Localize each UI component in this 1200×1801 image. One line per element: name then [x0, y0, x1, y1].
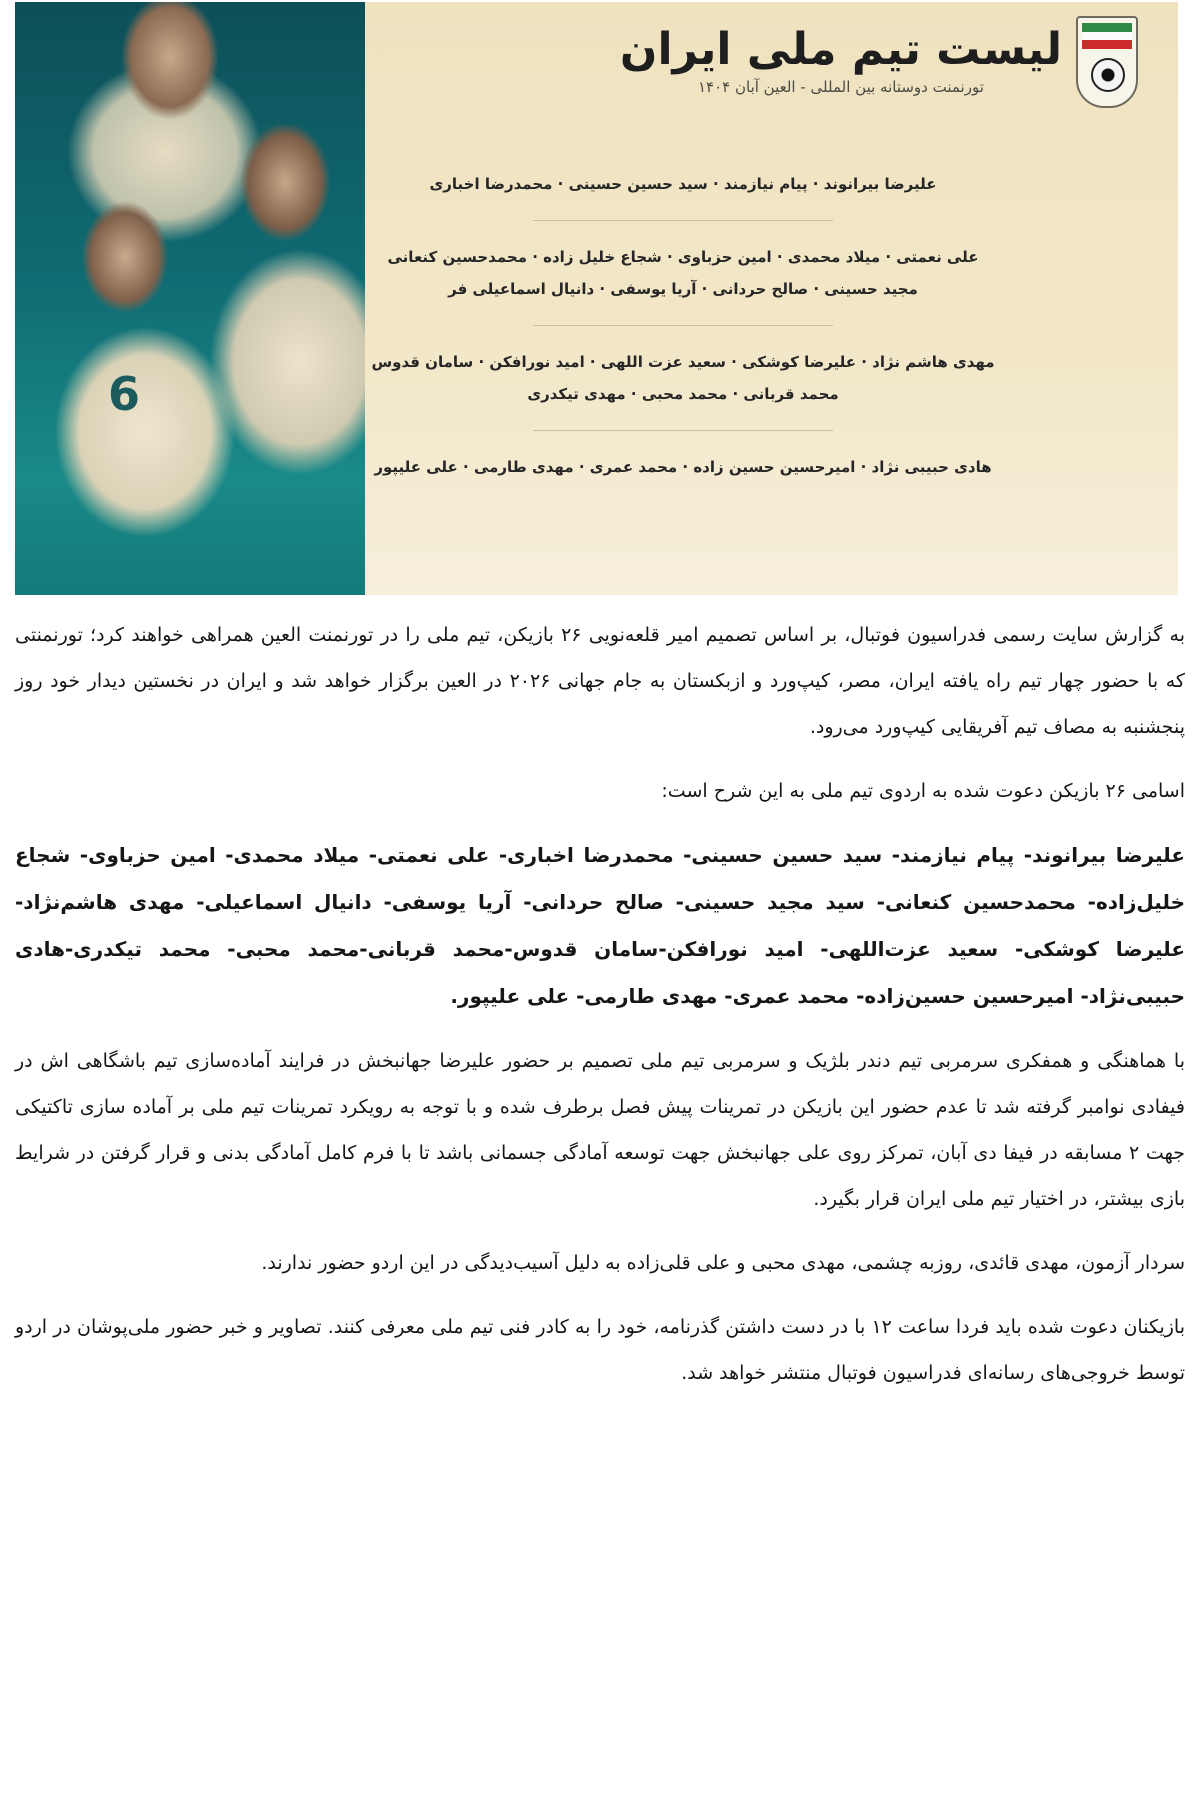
- poster-header: [620, 16, 1138, 108]
- paragraph-report-time: بازیکنان دعوت شده باید فردا ساعت ۱۲ با در دست داشتن گذرنامه، خود را به کادر فنی تیم ملی معرفی کنند. تصاویر و خبر حضور ملی‌پوشان در اردو توسط خروجی‌های رسانه‌ای فدراسیون فوتبال منتشر خواهد شد.: [15, 1316, 1185, 1384]
- paragraph-jahanbakhsh: با هماهنگی و همفکری سرمربی تیم دندر بلژیک و سرمربی تیم ملی تصمیم بر حضور علیرضا جهانبخش در فرایند آماده‌سازی تیم باشگاهی اش در فیفادی نوامبر گرفته شد تا عدم حضور این بازیکن در تمرینات پیش فصل برطرف شده و با توجه به رویکرد تمرینات تیم ملی بر آماده سازی تاکتیکی جهت ۲ مسابقه در فیفا دی آبان، تمرکز روی علی جهانبخش جهت توسعه آمادگی جسمانی باشد تا با فرم کامل آمادگی بدنی و قرار گرفتن در شرایط بازی بیشتر، در اختیار تیم ملی ایران قرار بگیرد.: [15, 1050, 1185, 1210]
- jersey-number: 6: [108, 367, 141, 421]
- roster-line: هادی حبیبی نژاد · امیرحسین حسین زاده · محمد عمری · مهدی طارمی · علی علیپور: [374, 458, 992, 476]
- poster-subtitle: تورنمنت دوستانه بین المللی - العین آبان ۱۴۰۴: [697, 78, 984, 96]
- paragraph-player-list: علیرضا بیرانوند- پیام نیازمند- سید حسین حسینی- محمدرضا اخباری- علی نعمتی- میلاد محمدی- امین حزباوی- شجاع خلیل‌زاده- محمدحسین کنعانی- سید مجید حسینی- صالح حردانی- آریا یوسفی- دانیال اسماعیلی- مهدی هاشم‌نژاد- علیرضا کوشکی- سعید عزت‌اللهی- امید نورافکن-سامان قدوس-محمد قربانی-محمد محبی- محمد تیکدری-هادی حبیبی‌نژاد- امیرحسین حسین‌زاده- محمد عمری- مهدی طارمی- علی علیپور.: [15, 843, 1185, 1008]
- players-photo: [15, 2, 365, 595]
- paragraph-intro: به گزارش سایت رسمی فدراسیون فوتبال، بر اساس تصمیم امیر قلعه‌نویی ۲۶ بازیکن، تیم ملی را در تورنمنت العین همراهی خواهند کرد؛ تورنمنتی که با حضور چهار تیم راه یافته ایران، مصر، کیپ‌ورد و ازبکستان به جام جهانی ۲۰۲۶ در العین برگزار خواهد شد و ایران در نخستین دیدار خود روز پنجشنبه به مصاف تیم آفریقایی کیپ‌ورد می‌رود.: [15, 624, 1185, 738]
- roster-line: محمد قربانی · محمد محبی · مهدی تیکدری: [527, 385, 839, 403]
- roster-line: مجید حسینی · صالح حردانی · آریا یوسفی · دانیال اسماعیلی فر: [448, 280, 918, 298]
- roster-group-defenders: [363, 235, 1003, 311]
- roster-group-goalkeepers: [363, 162, 1003, 206]
- paragraph-injured: سردار آزمون، مهدی قائدی، روزبه چشمی، مهدی محبی و علی قلی‌زاده به دلیل آسیب‌دیدگی در این اردو حضور ندارند.: [261, 1252, 1185, 1274]
- roster-line: مهدی هاشم نژاد · علیرضا کوشکی · سعید عزت اللهی · امید نورافکن · سامان قدوس: [371, 353, 995, 371]
- paragraph-list-heading: اسامی ۲۶ بازیکن دعوت شده به اردوی تیم ملی به این شرح است:: [661, 780, 1185, 802]
- football-icon: [1091, 58, 1125, 92]
- divider: [533, 325, 833, 326]
- article-body: [15, 612, 1185, 1414]
- roster-group-midfielders: [363, 340, 1003, 416]
- roster-group-forwards: [363, 445, 1003, 489]
- roster-line: علیرضا بیرانوند · پیام نیازمند · سید حسین حسینی · محمدرضا اخباری: [429, 175, 937, 193]
- roster-line: علی نعمتی · میلاد محمدی · امین حزباوی · شجاع خلیل زاده · محمدحسین کنعانی: [387, 248, 979, 266]
- roster-poster-image: [15, 2, 1178, 595]
- divider: [533, 220, 833, 221]
- divider: [533, 430, 833, 431]
- poster-title: لیست تیم ملی ایران: [619, 24, 1062, 75]
- poster-roster: [363, 162, 1003, 489]
- federation-crest-icon: [1076, 16, 1138, 108]
